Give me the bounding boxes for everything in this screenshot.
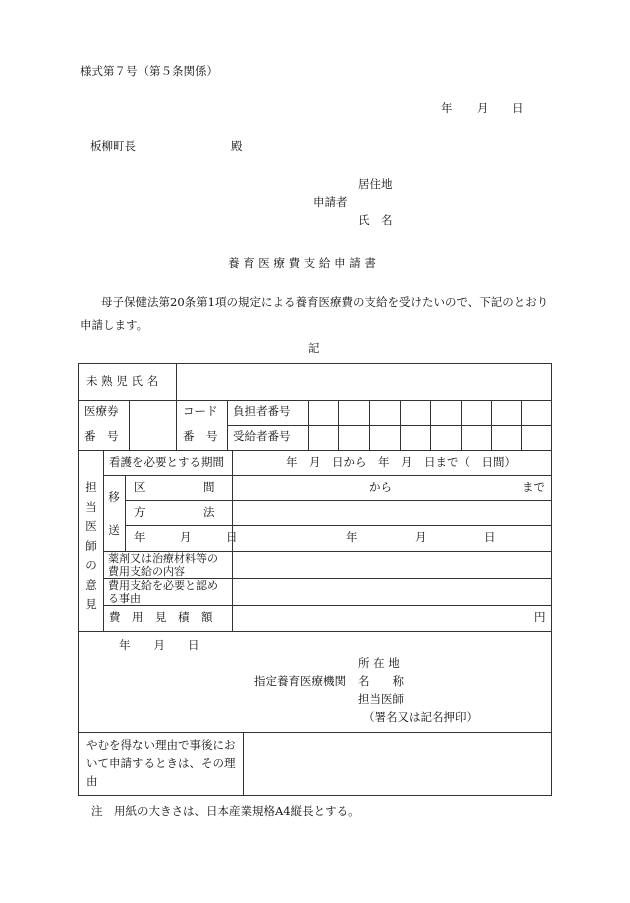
applicant-label: 申請者: [313, 195, 348, 209]
footnote: 注 用紙の大きさは、日本産業規格A4縦長とする。: [91, 804, 360, 818]
document-title: 養 育 医 療 費 支 給 申 請 書: [228, 256, 376, 270]
ki-label: 記: [308, 341, 320, 355]
date-year-label: 年: [441, 101, 453, 115]
date-month-label: 月: [477, 101, 489, 115]
reason-label-2: る事由: [108, 592, 141, 605]
institution-location-label: 所 在 地: [358, 656, 400, 670]
address-label: 居住地: [358, 177, 393, 191]
infant-name-label: 未 熟 児 氏 名: [86, 374, 159, 388]
transfer-label: 移送: [108, 490, 120, 537]
body-text-line2: 申請します。: [80, 318, 149, 332]
section-from: から: [369, 480, 392, 494]
code-label-1: コード: [183, 404, 218, 418]
method-label: 方 法: [134, 505, 215, 519]
institution-date: 年 月 日: [119, 638, 200, 652]
late-reason-line2: いて申請するときは、その理: [86, 756, 236, 770]
code-label-2: 番 号: [183, 429, 218, 443]
name-label: 氏 名: [358, 213, 393, 227]
institution-label: 指定養育医療機関: [254, 674, 346, 688]
addressee: 板柳町長: [90, 139, 136, 153]
form-number: 様式第７号（第５条関係）: [80, 64, 218, 78]
recipient-number-label: 受給者番号: [233, 429, 291, 443]
section-label: 区 間: [134, 480, 215, 494]
ticket-label-1: 医療券: [84, 404, 119, 418]
medicine-label-1: 薬剤又は治療材料等の: [108, 552, 218, 565]
ticket-label-2: 番 号: [84, 429, 119, 443]
transfer-date-label: 年 月 日: [134, 530, 238, 544]
cost-unit: 円: [534, 610, 546, 624]
date-day-label: 日: [512, 101, 524, 115]
reason-label-1: 費用支給を必要と認め: [108, 579, 218, 592]
late-reason-line3: 由: [86, 774, 98, 788]
cost-label: 費 用 見 積 額: [109, 610, 213, 624]
institution-sign-label: （署名又は記名押印）: [363, 710, 478, 724]
payer-number-label: 負担者番号: [233, 404, 291, 418]
institution-doctor-label: 担当医師: [358, 692, 404, 706]
doctor-opinion-label: 担当医師の意見: [85, 480, 97, 611]
section-to: まで: [522, 480, 545, 494]
late-reason-line1: やむを得ない理由で事後にお: [86, 738, 236, 752]
nursing-period-label: 看護を必要とする期間: [109, 455, 224, 469]
transfer-date-value: 年 月 日: [346, 530, 496, 544]
honorific: 殿: [231, 139, 243, 153]
medicine-label-2: 費用支給の内容: [108, 565, 185, 578]
nursing-period-value: 年 月 日から 年 月 日まで（ 日間）: [286, 455, 516, 469]
body-text-line1: 母子保健法第20条第1項の規定による養育医療費の支給を受けたいので、下記のとおり: [101, 295, 549, 309]
institution-title-label: 名 称: [358, 674, 404, 688]
